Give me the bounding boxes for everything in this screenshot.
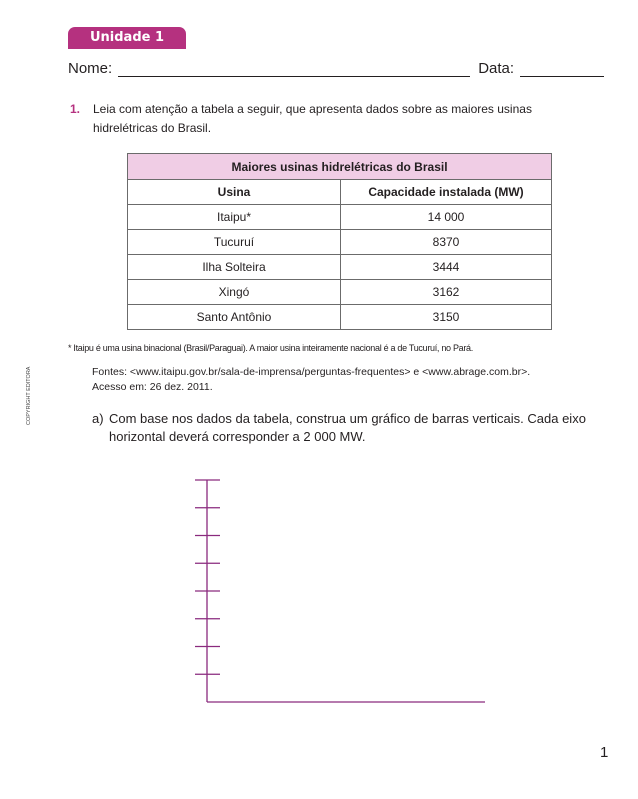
table-row [128,305,552,330]
name-date-row [68,57,610,77]
page-number: 1 [600,744,609,761]
plant-cell: Xingó [128,280,341,305]
table-row [128,205,552,230]
sources-line-2: Acesso em: 26 dez. 2011. [92,381,213,393]
unit-underline [68,47,186,49]
plant-cell: Santo Antônio [128,305,341,330]
question-1 [70,100,570,138]
date-field-line[interactable] [520,61,604,77]
plant-cell: Itaipu* [128,205,341,230]
task-label: a) [92,411,104,426]
sources-line-1: Fontes: <www.itaipu.gov.br/sala-de-imprensa/perguntas-frequentes> e <www.abrage.com.br>. [92,366,531,378]
unit-tab: Unidade 1 [68,27,186,47]
plant-cell: Tucuruí [128,230,341,255]
task-text: Com base nos dados da tabela, construa um gráfico de barras verticais. Cada eixo horizontal deverá corresponder a 2 000 MW. [109,411,586,444]
side-credit: COPYRIGHT EDITORA [26,366,32,425]
column-header-plant: Usina [128,180,341,205]
column-header-capacity: Capacidade instalada (MW) [341,180,552,205]
table-row [128,230,552,255]
capacity-cell: 3150 [341,305,552,330]
question-number: 1. [70,102,81,116]
capacity-cell: 3162 [341,280,552,305]
task-a [92,410,592,446]
table-title: Maiores usinas hidrelétricas do Brasil [128,154,552,180]
sources-note [92,365,530,395]
table-row [128,255,552,280]
plant-cell: Ilha Solteira [128,255,341,280]
capacity-cell: 8370 [341,230,552,255]
table-row [128,280,552,305]
capacity-cell: 3444 [341,255,552,280]
capacity-cell: 14 000 [341,205,552,230]
hydro-plants-table [127,153,552,330]
name-field-line[interactable] [118,61,470,77]
table-footnote: * Itaipu é uma usina binacional (Brasil/Paraguai). A maior usina inteiramente nacional é a de Tucuruí, no Pará. [68,343,473,353]
name-label: Nome: [68,60,113,77]
blank-bar-chart-grid[interactable] [190,470,490,710]
question-text: Leia com atenção a tabela a seguir, que apresenta dados sobre as maiores usinas hidrelétricas do Brasil. [93,102,532,135]
date-label: Data: [478,60,515,77]
